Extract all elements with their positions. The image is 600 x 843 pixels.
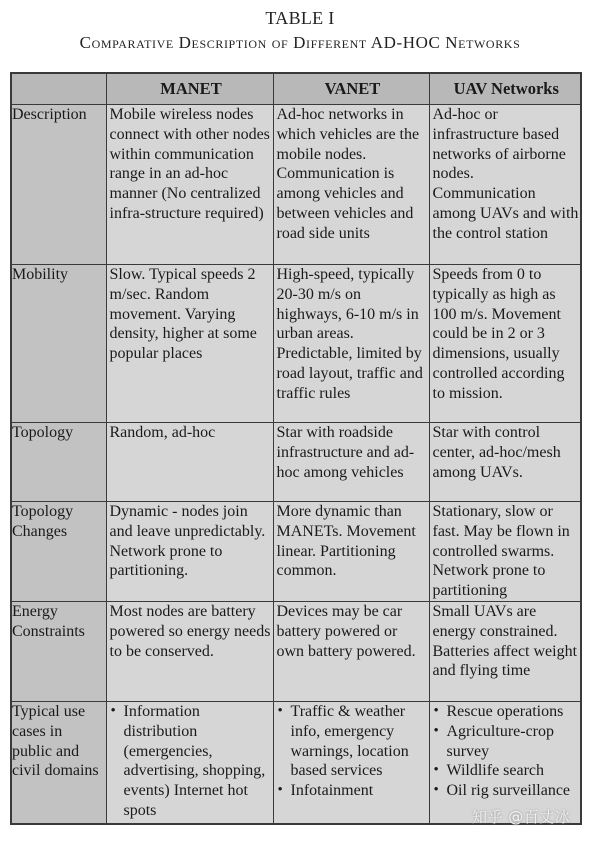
table-row (11, 423, 581, 502)
cell-uav: Ad-hoc or infrastructure based networks of airborne nodes. Communication among UAVs and with the control station (429, 105, 581, 265)
cell-uav: Speeds from 0 to typically as high as 100 m/s. Movement could be in 2 or 3 dimensions, usually controlled according to mission. (429, 265, 581, 423)
cell-vanet: Star with roadside infrastructure and ad-hoc among vehicles (273, 423, 429, 502)
table-label: TABLE I (265, 8, 335, 28)
header-uav: UAV Networks (429, 73, 581, 105)
watermark: 知乎 @百丈冰 (472, 808, 571, 826)
header-row (11, 73, 581, 105)
comparison-table (10, 72, 582, 825)
bullet-list (277, 702, 429, 801)
row-header-use-cases: Typical use cases in public and civil domains (11, 701, 106, 824)
header-manet: MANET (106, 73, 273, 105)
cell-manet: Mobile wireless nodes connect with other nodes within communication range in an ad-hoc manner (No centralized infra-structure required) (106, 105, 273, 265)
list-item: • Agriculture-crop survey (433, 722, 581, 762)
cell-vanet: Devices may be car battery powered or own battery powered. (273, 601, 429, 701)
table-row (11, 502, 581, 602)
row-header-topology: Topology (11, 423, 106, 502)
header-vanet: VANET (273, 73, 429, 105)
cell-uav: Stationary, slow or fast. May be flown in controlled swarms. Network prone to partitioning (429, 502, 581, 602)
table-row (11, 601, 581, 701)
row-header-energy-constraints: Energy Constraints (11, 601, 106, 701)
cell-manet: Slow. Typical speeds 2 m/sec. Random movement. Varying density, higher at some popular places (106, 265, 273, 423)
list-item: • Wildlife search (433, 761, 581, 781)
cell-vanet: More dynamic than MANETs. Movement linear. Partitioning common. (273, 502, 429, 602)
row-header-topology-changes: Topology Changes (11, 502, 106, 602)
list-item: • Infotainment (277, 781, 429, 801)
cell-manet: Dynamic - nodes join and leave unpredictably. Network prone to partitioning. (106, 502, 273, 602)
cell-vanet: Ad-hoc networks in which vehicles are the mobile nodes. Communication is among vehicles and between vehicles and road side units (273, 105, 429, 265)
bullet-list (110, 702, 273, 821)
table-row (11, 105, 581, 265)
bullet-list (433, 702, 581, 801)
list-item: • Information distribution (emergencies, advertising, shopping, events) Internet hot spots (110, 702, 273, 821)
header-empty (11, 73, 106, 105)
list-item: • Traffic & weather info, emergency warnings, location based services (277, 702, 429, 781)
cell-manet (106, 701, 273, 824)
cell-manet: Random, ad-hoc (106, 423, 273, 502)
list-item: • Oil rig surveillance (433, 781, 581, 801)
cell-vanet (273, 701, 429, 824)
cell-vanet: High-speed, typically 20-30 m/s on highways, 6-10 m/s in urban areas. Predictable, limited by road layout, traffic and traffic rules (273, 265, 429, 423)
row-header-description: Description (11, 105, 106, 265)
list-item: • Rescue operations (433, 702, 581, 722)
row-header-mobility: Mobility (11, 265, 106, 423)
table-title: Comparative Description of Different AD-HOC Networks (79, 33, 521, 52)
cell-manet: Most nodes are battery powered so energy needs to be conserved. (106, 601, 273, 701)
cell-uav: Small UAVs are energy constrained. Batteries affect weight and flying time (429, 601, 581, 701)
table-row (11, 265, 581, 423)
cell-uav: Star with control center, ad-hoc/mesh among UAVs. (429, 423, 581, 502)
